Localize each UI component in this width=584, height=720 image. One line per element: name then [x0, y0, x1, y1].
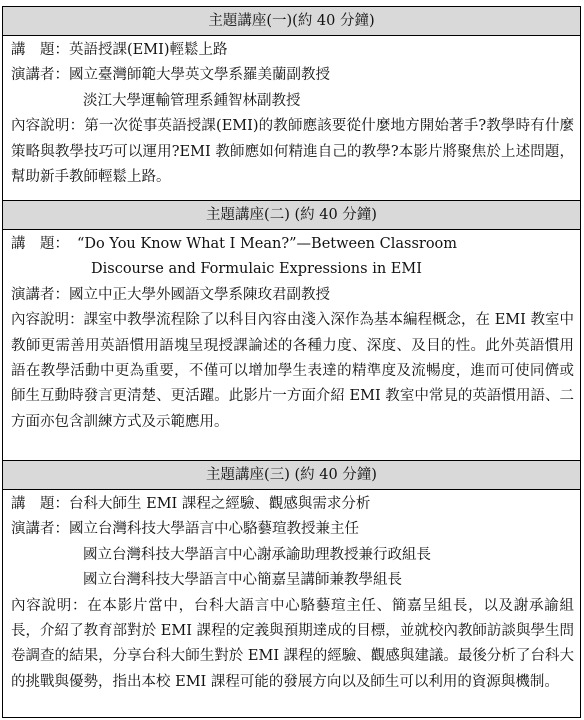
topic-row [11, 492, 574, 517]
speaker-label: 演講者： [11, 67, 69, 84]
speaker-name: 淡江大學運輸管理系鍾智林副教授 [83, 92, 301, 109]
topic-label: 講 題： [11, 42, 69, 58]
session-3 [3, 460, 580, 716]
description [11, 114, 574, 190]
seminar-schedule-table [2, 6, 581, 718]
topic-row [11, 38, 574, 63]
description-text: 第一次從事英語授課(EMI)的教師應該要從什麼地方開始著手?教學時有什麼策略與教學技巧可以運用?EMI 教師應如何精進自己的教學?本影片將聚焦於上述問題，幫助新手教師輕鬆上路。 [11, 118, 574, 186]
speaker-name: 國立中正大學外國語文學系陳玫君副教授 [69, 286, 330, 303]
session-2 [3, 200, 580, 460]
description [11, 594, 574, 696]
session-1-header: 主題講座(一)(約 40 分鐘) [3, 7, 580, 36]
session-2-header: 主題講座(二) (約 40 分鐘) [3, 200, 580, 230]
topic-text: 英語授課(EMI)輕鬆上路 [69, 42, 228, 58]
topic-row [11, 232, 574, 257]
topic-text-line2: Discourse and Formulaic Expressions in EMI [91, 261, 422, 278]
speaker-row [11, 283, 574, 308]
description [11, 308, 574, 435]
description-label: 內容說明： [11, 118, 85, 135]
speaker-name: 國立台灣科技大學語言中心謝承諭助理教授兼行政組長 [83, 546, 431, 563]
description-text: 課室中教學流程除了以科目內容由淺入深作為基本編程概念，在 EMI 教室中教師更需善用英語慣用語塊呈現授課論述的各種力度、深度、及目的性。此外英語慣用語在教學活動中更為重要，不僅可以增加學生表達的精準度及流暢度，進而可使同儕或師生互動時發言更清楚、更活躍。此影片一方面介紹 EMI 教室中常見的英語慣用語、二方面亦包含訓練方式及示範應用。 [11, 312, 575, 430]
speaker-name: 國立台灣科技大學語言中心簡嘉呈講師兼教學組長 [83, 572, 402, 589]
session-3-header: 主題講座(三) (約 40 分鐘) [3, 460, 580, 490]
description-label: 內容說明： [11, 597, 88, 614]
topic-label: 講 題： [11, 236, 69, 252]
speaker-row [11, 517, 574, 542]
speaker-row [11, 63, 574, 88]
session-3-body [3, 490, 580, 698]
speaker-label: 演講者： [11, 521, 69, 538]
session-2-body [3, 230, 580, 438]
topic-text: 台科大師生 EMI 課程之經驗、觀感與需求分析 [69, 496, 371, 512]
description-text: 在本影片當中，台科大語言中心駱藝瑄主任、簡嘉呈組長，以及謝承諭組長，介紹了教育部對於 EMI 課程的定義與預期達成的目標，並就校內教師訪談與學生問卷調查的結果，分享台科大師生對於 EMI 課程的經驗、觀感與建議。最後分析了台科大的挑戰與優勢，指出本校 EMI 課程可能的發展方向以及師生可以利用的資源與機制。 [11, 597, 575, 690]
session-1 [3, 7, 580, 200]
speaker-label: 演講者： [11, 286, 69, 303]
speaker-name: 國立台灣科技大學語言中心駱藝瑄教授兼主任 [69, 521, 359, 538]
speaker-name: 國立臺灣師範大學英文學系羅美蘭副教授 [69, 67, 330, 84]
session-1-body [3, 36, 580, 193]
topic-text: “Do You Know What I Mean?”—Between Classroom [77, 236, 458, 252]
topic-label: 講 題： [11, 496, 69, 512]
description-label: 內容說明： [11, 312, 84, 329]
